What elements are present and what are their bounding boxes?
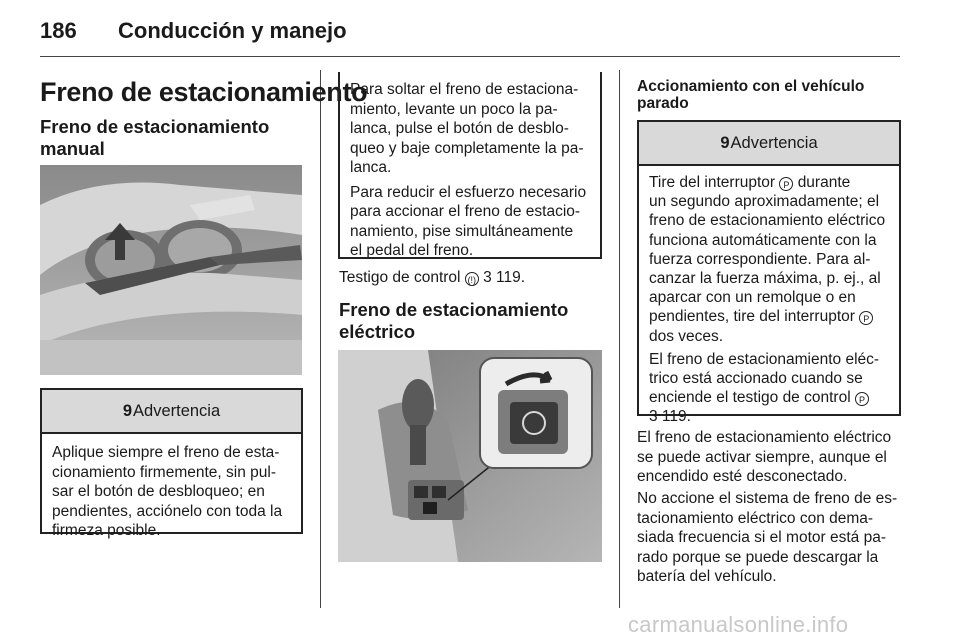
brake-warning-lamp-icon: (!): [465, 272, 479, 286]
parking-brake-lamp-icon: P: [855, 392, 869, 406]
header-rule: [40, 56, 900, 57]
warning-triangle-icon: 9: [720, 133, 730, 152]
electric-brake-paragraph-2: No accione el sistema de freno de es- tacionamiento eléctrico con dema- siada frecuencia si el motor está pa- rado porque se puede descargar la batería del vehículo.: [637, 490, 898, 585]
column-divider-1: [320, 70, 321, 608]
parking-brake-switch-icon: P: [779, 177, 793, 191]
release-instructions: Para soltar el freno de estaciona- miento, levante un poco la pa- lanca, pulse el botón de desblo- queo y baje completamente la pa- lanca. Para reducir el esfuerzo necesario para accionar el freno de estacio- namiento, pise simultáneamente el pedal del freno.: [350, 81, 587, 259]
parking-brake-switch-icon: P: [859, 311, 873, 325]
electric-brake-heading: Freno de estacionamiento eléctrico: [339, 299, 569, 342]
release-instructions-box: [338, 72, 602, 259]
column-divider-2: [619, 70, 620, 608]
warning-text: Tire del interruptor P durante un segundo aproximadamente; el freno de estacionamiento eléctrico funciona automáticamente con la fuerza correspondiente. Para al- canzar la fuerza máxima, p. ej., al aparcar con un remolque o en pendientes, tire del interruptor P dos veces. El freno de estacionamiento eléc- trico está accionado cuando se enciende el testigo de control P 3 119.: [639, 166, 899, 427]
chapter-title: Conducción y manejo: [118, 18, 347, 43]
warning-header: 9 Advertencia: [639, 122, 899, 166]
electric-brake-paragraph-1: El freno de estacionamiento eléctrico se puede activar siempre, aunque el encendido esté desconectado.: [637, 429, 892, 485]
warning-header: 9 Advertencia: [42, 390, 301, 434]
page-reference-link[interactable]: 3 119.: [649, 408, 691, 426]
warning-box-electric: [637, 120, 901, 426]
page-reference-link[interactable]: 3 119.: [483, 269, 526, 286]
manual-brake-illustration: [40, 165, 302, 375]
manual-brake-heading: Freno de estacionamiento manual: [40, 116, 270, 159]
vehicle-stopped-heading: Accionamiento con el vehículo parado: [637, 78, 865, 112]
page-number: 186: [40, 18, 77, 43]
indicator-reference: Testigo de control (!) 3 119.: [339, 269, 526, 286]
warning-triangle-icon: 9: [122, 401, 133, 420]
watermark: carmanualsonline.info: [628, 612, 849, 637]
electric-brake-illustration: [338, 350, 602, 562]
warning-text: Aplique siempre el freno de esta- cionamiento firmemente, sin pul- sar el botón de desbloqueo; en pendientes, acciónelo con toda la firmeza posible.: [52, 444, 283, 539]
warning-box-manual: [40, 388, 303, 539]
section-title: Freno de estacionamiento: [40, 77, 368, 107]
